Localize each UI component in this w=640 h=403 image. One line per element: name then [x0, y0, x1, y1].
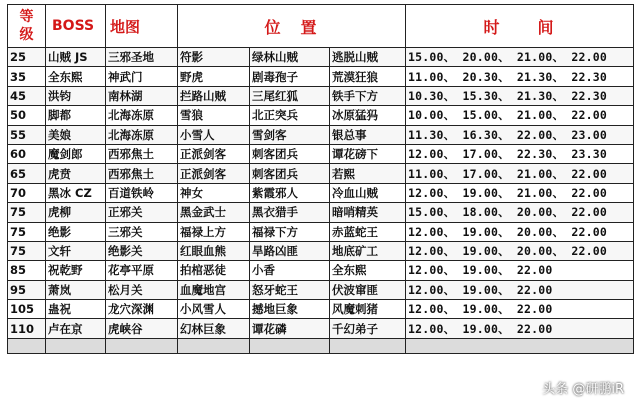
map-cell: 北海冻原 [106, 106, 178, 125]
position-cell-2: 怒牙蛇王 [250, 280, 330, 299]
position-cell-3: 谭花磅下 [330, 144, 406, 163]
boss-cell: 黑冰 CZ [46, 183, 106, 202]
level-cell: 45 [8, 86, 46, 105]
boss-cell: 虎柳 [46, 203, 106, 222]
table-row [8, 106, 634, 125]
level-cell: 25 [8, 48, 46, 67]
header-level-line-1: 等 [19, 9, 34, 25]
level-cell: 65 [8, 164, 46, 183]
position-cell-1: 红眼血熊 [178, 241, 250, 260]
level-cell: 50 [8, 106, 46, 125]
boss-cell: 萧岚 [46, 280, 106, 299]
boss-cell: 祝乾野 [46, 261, 106, 280]
position-cell-3: 全东熙 [330, 261, 406, 280]
level-cell: 110 [8, 319, 46, 338]
level-cell: 85 [8, 261, 46, 280]
table-row [8, 241, 634, 260]
position-cell-1: 拍棺恶徒 [178, 261, 250, 280]
map-cell: 神武门 [106, 67, 178, 86]
level-cell: 75 [8, 241, 46, 260]
empty-cell [250, 338, 330, 353]
table-row [8, 222, 634, 241]
position-cell-2: 黑衣猎手 [250, 203, 330, 222]
time-cell: 12.00、 19.00、 21.00、 22.00 [406, 183, 634, 202]
position-cell-3: 银总事 [330, 125, 406, 144]
position-cell-3: 赤蓝蛇王 [330, 222, 406, 241]
level-cell: 35 [8, 67, 46, 86]
position-cell-3: 铁手下方 [330, 86, 406, 105]
map-cell: 西邪焦土 [106, 144, 178, 163]
position-cell-1: 小风雪人 [178, 300, 250, 319]
position-cell-1: 符影 [178, 48, 250, 67]
position-cell-1: 正派剑客 [178, 144, 250, 163]
map-cell: 西邪焦土 [106, 164, 178, 183]
position-cell-2: 旱路凶匪 [250, 241, 330, 260]
position-cell-1: 血魔地宫 [178, 280, 250, 299]
boss-cell: 美娘 [46, 125, 106, 144]
level-cell: 60 [8, 144, 46, 163]
header-level-line-2: 级 [19, 27, 34, 43]
header-position: 位 置 [178, 5, 406, 48]
map-cell: 三邪关 [106, 222, 178, 241]
boss-schedule-table [7, 4, 634, 354]
table-row [8, 280, 634, 299]
position-cell-1: 拦路山贼 [178, 86, 250, 105]
boss-cell: 蛊祝 [46, 300, 106, 319]
time-cell: 15.00、 18.00、 20.00、 22.00 [406, 203, 634, 222]
position-cell-1: 正派剑客 [178, 164, 250, 183]
position-cell-3: 地底矿工 [330, 241, 406, 260]
time-cell: 12.00、 17.00、 22.30、 23.30 [406, 144, 634, 163]
map-cell: 花亭平原 [106, 261, 178, 280]
position-cell-2: 撼地巨象 [250, 300, 330, 319]
time-cell: 12.00、 19.00、 22.00 [406, 280, 634, 299]
map-cell: 北海冻原 [106, 125, 178, 144]
empty-cell [106, 338, 178, 353]
position-cell-3: 冰原猛犸 [330, 106, 406, 125]
time-cell: 11.00、 20.30、 21.30、 22.30 [406, 67, 634, 86]
boss-cell: 脚都 [46, 106, 106, 125]
map-cell: 虎峡谷 [106, 319, 178, 338]
boss-cell: 魔剑郎 [46, 144, 106, 163]
time-cell: 15.00、 20.00、 21.00、 22.00 [406, 48, 634, 67]
time-cell: 10.30、 15.30、 21.30、 22.30 [406, 86, 634, 105]
table-row [8, 144, 634, 163]
position-cell-1: 小雪人 [178, 125, 250, 144]
boss-cell: 山贼 JS [46, 48, 106, 67]
time-cell: 12.00、 19.00、 22.00 [406, 300, 634, 319]
time-cell: 12.00、 19.00、 22.00 [406, 319, 634, 338]
table-row [8, 319, 634, 338]
position-cell-3: 千幻弟子 [330, 319, 406, 338]
watermark: 头条 @研鹏iR [542, 382, 624, 397]
position-cell-2: 福禄下方 [250, 222, 330, 241]
position-cell-1: 幻林巨象 [178, 319, 250, 338]
level-cell: 55 [8, 125, 46, 144]
position-cell-2: 绿林山贼 [250, 48, 330, 67]
boss-cell: 卢在京 [46, 319, 106, 338]
table-body [8, 48, 634, 354]
position-cell-1: 神女 [178, 183, 250, 202]
boss-cell: 全东熙 [46, 67, 106, 86]
table-row [8, 67, 634, 86]
table-row [8, 183, 634, 202]
time-cell: 12.00、 19.00、 22.00 [406, 261, 634, 280]
position-cell-3: 暗哨精英 [330, 203, 406, 222]
table-row [8, 261, 634, 280]
empty-cell [178, 338, 250, 353]
position-cell-2: 刺客团兵 [250, 144, 330, 163]
map-cell: 松月关 [106, 280, 178, 299]
table-row [8, 86, 634, 105]
empty-cell [330, 338, 406, 353]
level-cell: 75 [8, 222, 46, 241]
empty-cell [406, 338, 634, 353]
boss-cell: 绝影 [46, 222, 106, 241]
empty-cell [46, 338, 106, 353]
position-cell-2: 北正突兵 [250, 106, 330, 125]
map-cell: 龙穴深渊 [106, 300, 178, 319]
position-cell-3: 荒漠狂狼 [330, 67, 406, 86]
table-row [8, 125, 634, 144]
level-cell: 95 [8, 280, 46, 299]
position-cell-1: 雪狼 [178, 106, 250, 125]
empty-row [8, 338, 634, 353]
position-cell-3: 若熙 [330, 164, 406, 183]
time-cell: 11.00、 17.00、 21.00、 22.00 [406, 164, 634, 183]
position-cell-1: 福禄上方 [178, 222, 250, 241]
position-cell-2: 三尾红狐 [250, 86, 330, 105]
position-cell-2: 谭花磷 [250, 319, 330, 338]
map-cell: 南林湖 [106, 86, 178, 105]
time-cell: 12.00、 19.00、 20.00、 22.00 [406, 222, 634, 241]
position-cell-1: 野虎 [178, 67, 250, 86]
position-cell-2: 雪剑客 [250, 125, 330, 144]
position-cell-3: 伏波窜匪 [330, 280, 406, 299]
table-row [8, 48, 634, 67]
position-cell-3: 逃脱山贼 [330, 48, 406, 67]
empty-cell [8, 338, 46, 353]
position-cell-3: 风魔刺猪 [330, 300, 406, 319]
map-cell: 三邪圣地 [106, 48, 178, 67]
header-row [8, 5, 634, 48]
header-level [8, 5, 46, 48]
table-row [8, 300, 634, 319]
position-cell-2: 紫霞邪人 [250, 183, 330, 202]
map-cell: 正邪关 [106, 203, 178, 222]
time-cell: 11.30、 16.30、 22.00、 23.00 [406, 125, 634, 144]
map-cell: 绝影关 [106, 241, 178, 260]
position-cell-1: 黑金武士 [178, 203, 250, 222]
level-cell: 75 [8, 203, 46, 222]
boss-cell: 洪钧 [46, 86, 106, 105]
position-cell-2: 刺客团兵 [250, 164, 330, 183]
map-cell: 百道铁岭 [106, 183, 178, 202]
level-cell: 105 [8, 300, 46, 319]
boss-cell: 文轩 [46, 241, 106, 260]
time-cell: 12.00、 19.00、 20.00、 22.00 [406, 241, 634, 260]
table-row [8, 203, 634, 222]
position-cell-2: 剧毒孢子 [250, 67, 330, 86]
position-cell-2: 小香 [250, 261, 330, 280]
table-row [8, 164, 634, 183]
level-cell: 70 [8, 183, 46, 202]
boss-cell: 虎贲 [46, 164, 106, 183]
header-map: 地图 [106, 5, 178, 48]
time-cell: 10.00、 15.00、 21.00、 22.00 [406, 106, 634, 125]
header-time: 时 间 [406, 5, 634, 48]
header-boss: BOSS [46, 5, 106, 48]
position-cell-3: 冷血山贼 [330, 183, 406, 202]
